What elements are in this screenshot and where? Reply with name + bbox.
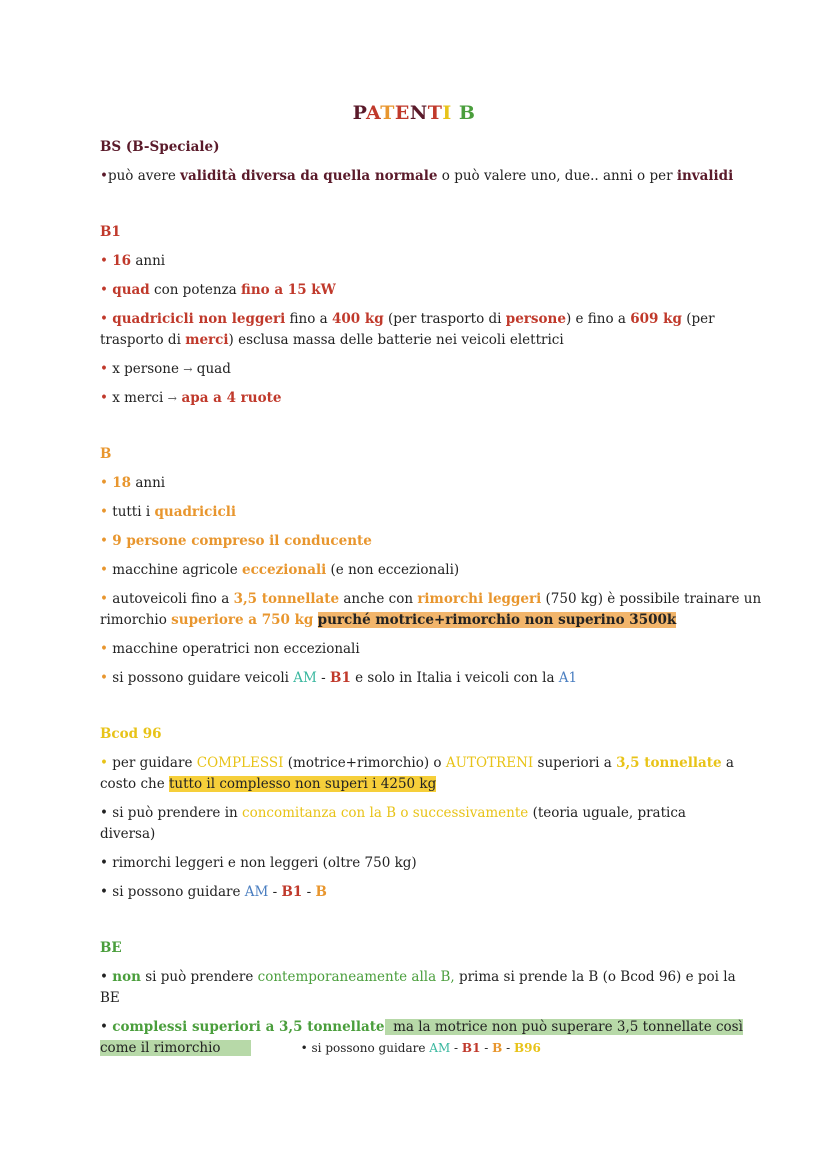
list-item (100, 166, 740, 187)
list-item-continuation (100, 330, 740, 351)
section-heading-b1: B1 (100, 224, 121, 240)
text: apa a 4 ruote (176, 390, 282, 406)
text: può avere (107, 168, 181, 184)
text: persone (505, 311, 566, 327)
text: tutti i (112, 504, 155, 520)
highlighted-text: ma la motrice non può superare 3,5 tonnellate così (384, 1019, 743, 1035)
title-letter: P (352, 102, 366, 124)
text: o può valere uno, due.. anni o per (437, 168, 677, 184)
bullet: • (100, 504, 108, 520)
text: ) e fino a (565, 311, 631, 327)
highlighted-text: purché motrice+rimorchio non superino 3500k (317, 612, 677, 628)
section-heading-bs: BS (B-Speciale) (100, 139, 220, 155)
text: diversa) (100, 826, 156, 842)
bullet: • (100, 390, 108, 406)
text: AM (293, 670, 317, 686)
text: 9 persone compreso il conducente (112, 533, 372, 549)
list-item-continuation (100, 610, 740, 631)
text: AUTOTRENI (445, 755, 534, 771)
list-item (100, 639, 740, 660)
bullet: • (100, 969, 108, 985)
text: B1 (461, 1041, 481, 1055)
list-item (100, 473, 740, 494)
title-letter: T (427, 102, 443, 124)
list-item-continuation (100, 1038, 740, 1059)
text: superiore a 750 kg (171, 612, 314, 628)
section-heading-b: B (100, 446, 112, 462)
text: (teoria uguale, pratica (528, 805, 686, 821)
text: fino a (285, 311, 332, 327)
list-item (100, 251, 740, 272)
text: COMPLESSI (196, 755, 284, 771)
arrow-right-icon: → (183, 363, 193, 376)
text: superiori a (533, 755, 617, 771)
text: - (268, 884, 282, 900)
text: - (450, 1041, 462, 1055)
text: macchine operatrici non eccezionali (112, 641, 360, 657)
text: - (502, 1041, 514, 1055)
text: invalidi (676, 168, 734, 184)
bullet: • (100, 855, 108, 871)
text: anni (131, 475, 166, 491)
text: B (315, 884, 327, 900)
text: B1 (330, 670, 351, 686)
text: con potenza (149, 282, 242, 298)
list-item (100, 753, 740, 774)
list-item-continuation (100, 988, 740, 1009)
list-item (100, 1017, 743, 1038)
inline-item (301, 1041, 541, 1055)
text: rimorchi leggeri (417, 591, 542, 607)
page-title (0, 102, 828, 124)
bullet: • (100, 361, 108, 377)
bullet: • (100, 591, 108, 607)
text: si può prendere in (112, 805, 243, 821)
title-letter: T (380, 102, 395, 124)
text: (per trasporto di (383, 311, 506, 327)
list-item (100, 359, 740, 380)
title-letter: I (442, 102, 452, 124)
text: si può prendere (140, 969, 258, 985)
bullet: • (100, 562, 108, 578)
text: quad (112, 282, 150, 298)
bullet: • (100, 533, 108, 549)
text: A1 (558, 670, 578, 686)
bullet: • (100, 168, 108, 184)
text: si possono guidare (112, 884, 245, 900)
bullet: • (100, 475, 108, 491)
text: 16 (112, 253, 132, 269)
list-item (100, 853, 740, 874)
text: 3,5 tonnellate (233, 591, 340, 607)
text: non (112, 969, 141, 985)
text: contemporaneamente alla B, (257, 969, 455, 985)
text: trasporto di (100, 332, 186, 348)
bullet: • (100, 805, 108, 821)
highlighted-text (100, 1040, 251, 1056)
list-item-continuation (100, 824, 740, 845)
text: e solo in Italia i veicoli con la (350, 670, 559, 686)
title-letter: E (394, 102, 410, 124)
text: (per (681, 311, 715, 327)
text: anche con (339, 591, 418, 607)
title-letter: N (409, 102, 428, 124)
text: prima si prende la B (o Bcod 96) e poi la (454, 969, 736, 985)
bullet: • (100, 670, 108, 686)
text: autoveicoli fino a (112, 591, 234, 607)
text: quad (192, 361, 231, 377)
text (221, 1040, 251, 1056)
bullet: • (100, 311, 108, 327)
text: rimorchio (100, 612, 172, 628)
text: - (316, 670, 331, 686)
text: B1 (281, 884, 303, 900)
text: BE (100, 990, 120, 1006)
bullet: • (300, 1041, 308, 1055)
title-letter: B (458, 102, 476, 124)
bullet: • (100, 253, 108, 269)
text: 3,5 tonnellate (616, 755, 722, 771)
text: quadricicli (154, 504, 236, 520)
text: 400 kg (331, 311, 384, 327)
bullet: • (100, 641, 108, 657)
text: - (302, 884, 316, 900)
bullet: • (100, 884, 108, 900)
title-letter: A (365, 102, 381, 124)
text: rimorchi leggeri e non leggeri (oltre 750 kg) (112, 855, 417, 871)
text: B96 (513, 1041, 541, 1055)
text: AM (244, 884, 269, 900)
list-item (100, 388, 740, 409)
text: complessi superiori a 3,5 tonnellate (112, 1019, 385, 1035)
text: merci (185, 332, 229, 348)
text: validità diversa da quella normale (180, 168, 438, 184)
text: si possono guidare veicoli (112, 670, 294, 686)
text: concomitanza con la B o successivamente (242, 805, 529, 821)
text: 18 (112, 475, 132, 491)
title-letter (452, 102, 459, 124)
text: 609 kg (630, 311, 682, 327)
bullet: • (100, 282, 108, 298)
text: AM (429, 1041, 451, 1055)
list-item (100, 560, 740, 581)
text: x persone (112, 361, 184, 377)
list-item (100, 882, 740, 903)
text: costo che (100, 776, 169, 792)
highlighted-text: tutto il complesso non superi i 4250 kg (169, 776, 437, 792)
list-item-continuation (100, 774, 740, 795)
list-item (100, 589, 762, 610)
list-item (100, 668, 740, 689)
section-heading-bcod96: Bcod 96 (100, 726, 162, 742)
text: (750 kg) è possibile trainare un (541, 591, 762, 607)
list-item (100, 280, 740, 301)
section-heading-be: BE (100, 940, 122, 956)
list-item (100, 967, 740, 988)
text: per guidare (112, 755, 197, 771)
list-item (100, 531, 740, 552)
text: x merci (112, 390, 168, 406)
arrow-right-icon: → (167, 392, 177, 405)
text: fino a 15 kW (241, 282, 336, 298)
list-item (100, 803, 740, 824)
text: a (721, 755, 734, 771)
bullet: • (100, 755, 108, 771)
text: B (492, 1041, 503, 1055)
bullet: • (100, 1019, 108, 1035)
text: eccezionali (241, 562, 327, 578)
text: (e non eccezionali) (326, 562, 460, 578)
list-item (100, 502, 740, 523)
text: - (480, 1041, 493, 1055)
text: come il rimorchio (100, 1040, 221, 1056)
list-item (100, 309, 740, 330)
text: quadricicli non leggeri (112, 311, 286, 327)
text: (motrice+rimorchio) o (283, 755, 446, 771)
text: anni (131, 253, 166, 269)
text: macchine agricole (112, 562, 242, 578)
text: si possono guidare (311, 1041, 430, 1055)
text: ) esclusa massa delle batterie nei veicoli elettrici (228, 332, 564, 348)
